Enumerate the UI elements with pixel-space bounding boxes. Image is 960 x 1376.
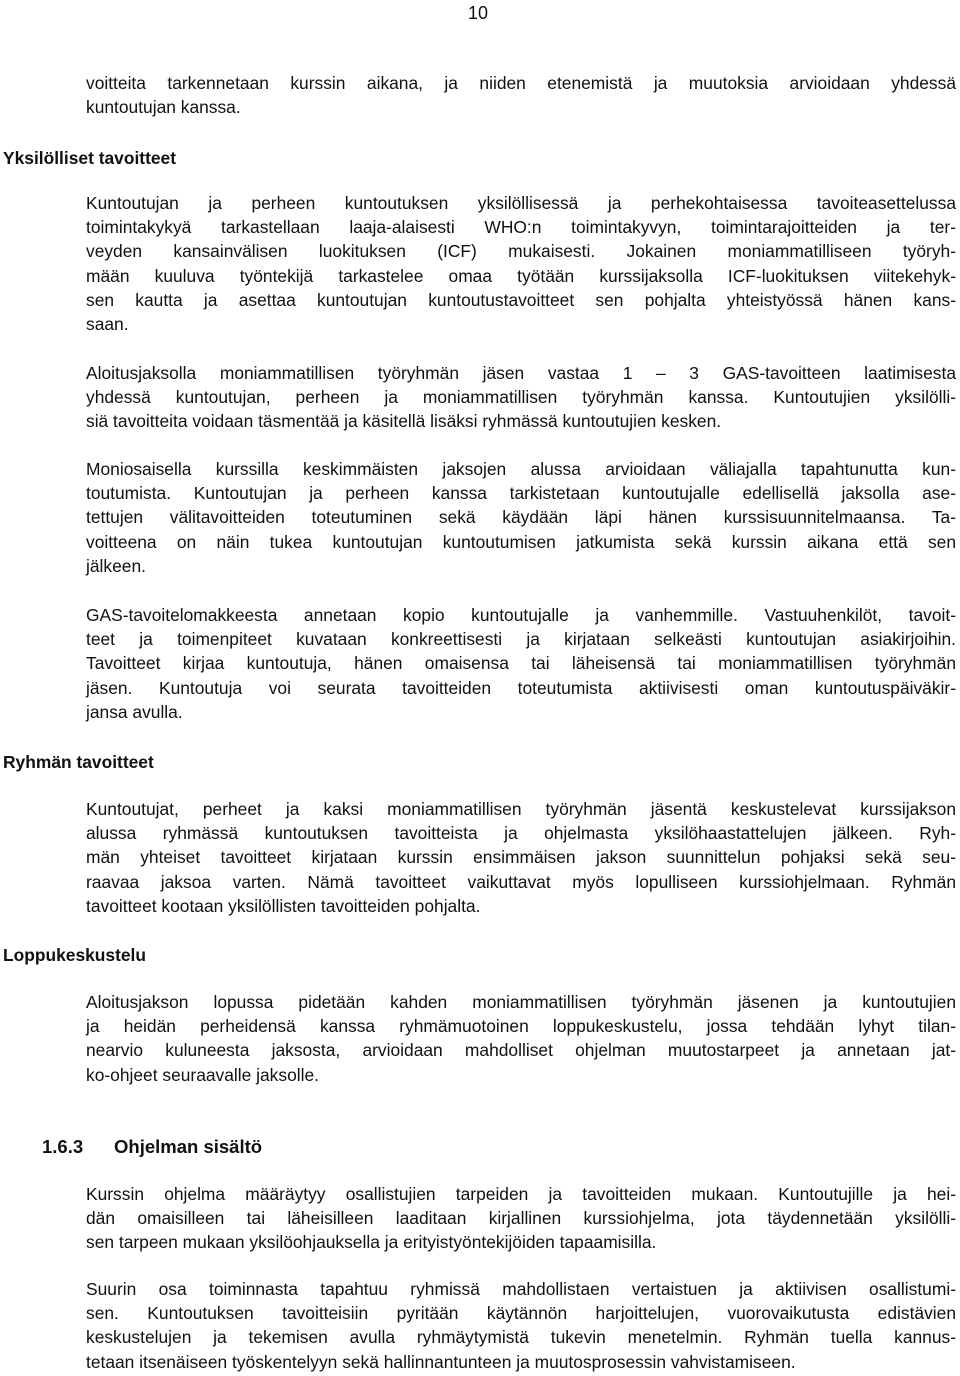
paragraph-final-discussion	[86, 990, 956, 1087]
text-line: voitteita tarkennetaan kurssin aikana, ja niiden etenemistä ja muutoksia arvioidaan yhdessä	[86, 73, 956, 93]
text-line: sen. Kuntoutuksen tavoitteisiin pyritään käytännön harjoittelujen, vuorovaikutusta edistävien	[86, 1303, 956, 1324]
text-line: kuntoutujan kanssa.	[86, 97, 241, 118]
paragraph-goals-continued	[86, 71, 956, 119]
text-line: toimintakykyä tarkastellaan laaja-alaisesti WHO:n toimintakyvyn, toimintarajoitteiden ja ter-	[86, 217, 956, 238]
heading-final-discussion: Loppukeskustelu	[3, 945, 147, 965]
text-line: ko-ohjeet seuraavalle jaksolle.	[86, 1064, 319, 1085]
paragraph-gas-goals	[86, 361, 956, 434]
text-line: tavoitteet kootaan yksilöllisten tavoitteiden pohjalta.	[86, 895, 481, 916]
text-line: jansa avulla.	[86, 701, 183, 722]
text-line: Kuntoutujan ja perheen kuntoutuksen yksilöllisessä ja perhekohtaisessa tavoiteasettelussa	[86, 193, 956, 213]
paragraph-gas-form	[86, 603, 956, 724]
text-line: mään kuuluva työntekijä tarkastelee omaa työtään kurssijaksolla ICF-luokituksen viitekehyk-	[86, 265, 956, 286]
text-line: Tavoitteet kirjaa kuntoutuja, hänen omaisensa tai läheisensä tai moniammatillisen työryhmän	[86, 653, 956, 674]
text-line: alussa ryhmässä kuntoutuksen tavoitteista ja ohjelmasta yksilöhaastattelujen jälkeen. Ryh-	[86, 823, 956, 844]
text-line: Aloitusjakson lopussa pidetään kahden moniammatillisen työryhmän jäsenen ja kuntoutujien	[86, 992, 956, 1012]
text-line: Suurin osa toiminnasta tapahtuu ryhmissä mahdollistaen vertaistuen ja aktiivisen osallistumi-	[86, 1279, 956, 1299]
paragraph-middle-periods	[86, 457, 956, 578]
page-number: 10	[468, 3, 489, 23]
text-line: GAS-tavoitelomakkeesta annetaan kopio kuntoutujalle ja vanhemmille. Vastuuhenkilöt, tavoit-	[86, 605, 956, 625]
text-line: raavaa jaksoa varten. Nämä tavoitteet vaikuttavat myös lopulliseen kurssiohjelmaan. Ryhmän	[86, 871, 956, 892]
text-line: saan.	[86, 314, 129, 335]
text-line: jälkeen.	[86, 555, 146, 576]
text-line: Aloitusjaksolla moniammatillisen työryhmän jäsen vastaa 1 – 3 GAS-tavoitteen laatimisesta	[86, 363, 956, 383]
paragraph-group-goals	[86, 797, 956, 918]
text-line: toutumista. Kuntoutujan ja perheen kanssa tarkistetaan kuntoutujalle edellisellä jaksolla ase-	[86, 483, 956, 504]
text-line: sen kautta ja asettaa kuntoutujan kuntoutustavoitteet sen pohjalta yhteistyössä hänen kans-	[86, 289, 956, 310]
text-line: keskustelujen ja tekemisen avulla ryhmäytymistä tukevin menetelmin. Ryhmän tuella kannus-	[86, 1327, 956, 1348]
paragraph-icf-goal-setting	[86, 191, 956, 336]
text-line: siä tavoitteita voidaan täsmentää ja käsitellä lisäksi ryhmässä kuntoutujien kesken.	[86, 411, 722, 432]
text-line: voitteena on näin tukea kuntoutujan kuntoutumisen jatkumista sekä kurssin aikana että sen	[86, 531, 956, 552]
paragraph-group-activities	[86, 1277, 956, 1374]
text-line: ja heidän perheidensä kanssa ryhmämuotoinen loppukeskustelu, jossa tehdään lyhyt tilan-	[86, 1016, 956, 1037]
text-line: dän omaisilleen tai läheisilleen laaditaan kirjallinen kurssiohjelma, jota täydennetään yksilölli-	[86, 1208, 956, 1229]
text-line: yhdessä kuntoutujan, perheen ja moniammatillisen työryhmän kanssa. Kuntoutujien yksilölli-	[86, 387, 956, 408]
section-title: Ohjelman sisältö	[114, 1136, 263, 1157]
text-line: män yhteiset tavoitteet kirjataan kurssin ensimmäisen jakson suunnittelun pohjaksi sekä seu-	[86, 847, 956, 868]
text-line: tettujen välitavoitteiden toteutuminen sekä käydään läpi hänen kurssisuunnitelmaansa. Ta-	[86, 507, 956, 528]
text-line: nearvio kuluneesta jaksosta, arvioidaan mahdolliset ohjelman muutostarpeet ja annetaan jat-	[86, 1040, 956, 1061]
heading-individual-goals: Yksilölliset tavoitteet	[3, 148, 176, 168]
text-line: veyden kansainvälisen luokituksen (ICF) mukaisesti. Jokainen moniammatilliseen työryh-	[86, 241, 956, 262]
section-number: 1.6.3	[42, 1136, 84, 1157]
heading-group-goals: Ryhmän tavoitteet	[3, 752, 154, 772]
section-heading	[42, 1136, 262, 1158]
text-line: Kuntoutujat, perheet ja kaksi moniammatillisen työryhmän jäsentä keskustelevat kurssijakson	[86, 799, 956, 819]
text-line: Kurssin ohjelma määräytyy osallistujien tarpeiden ja tavoitteiden mukaan. Kuntoutujille ja hei-	[86, 1184, 956, 1204]
text-line: tetaan itsenäiseen työskentelyyn sekä hallinnantunteen ja muutosprosessin vahvistamiseen.	[86, 1351, 796, 1372]
text-line: teet ja toimenpiteet kuvataan konkreettisesti ja kirjataan selkeästi kuntoutujan asiakirjoihin.	[86, 629, 956, 650]
text-line: sen tarpeen mukaan yksilöohjauksella ja erityistyöntekijöiden tapaamisilla.	[86, 1232, 657, 1253]
text-line: Moniosaisella kurssilla keskimmäisten jaksojen alussa arvioidaan väliajalla tapahtunutta kun-	[86, 459, 956, 479]
text-line: jäsen. Kuntoutuja voi seurata tavoitteiden toteutumista aktiivisesti oman kuntoutuspäiväkir-	[86, 677, 956, 698]
paragraph-program-content	[86, 1182, 956, 1255]
